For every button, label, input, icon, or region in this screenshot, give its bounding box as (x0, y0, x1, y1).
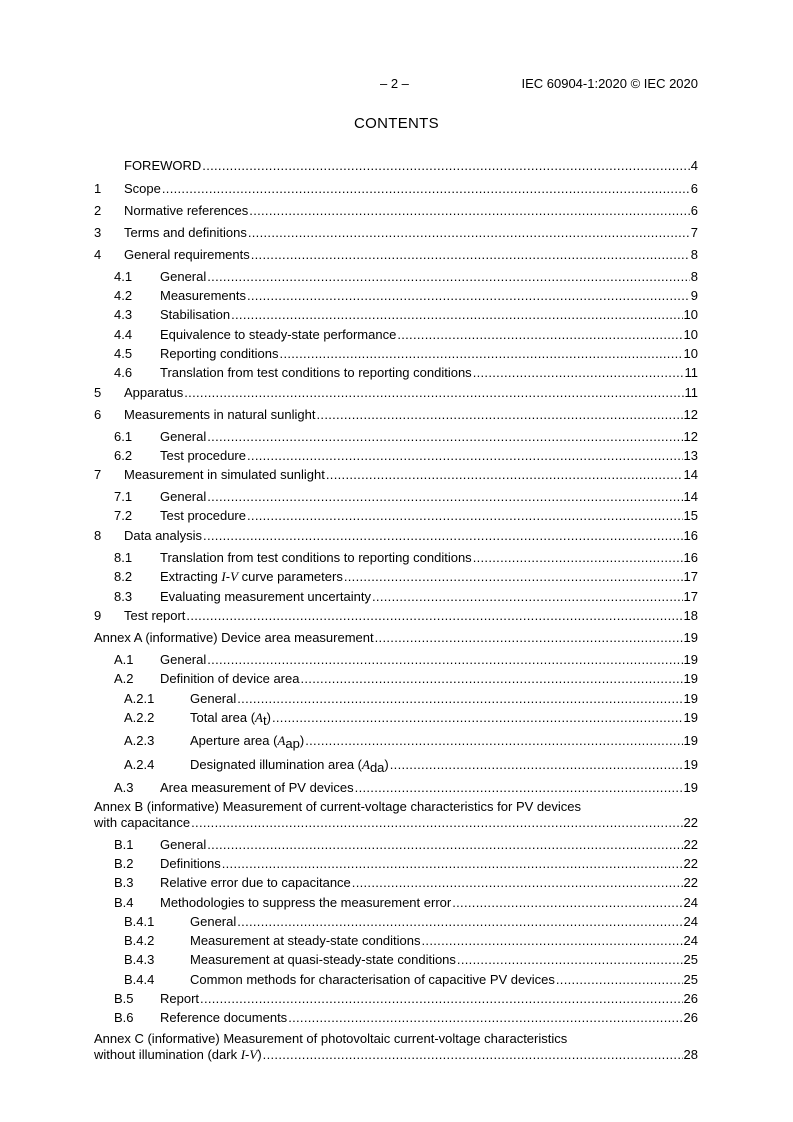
toc-entry[interactable] (94, 327, 698, 343)
toc-entry[interactable] (94, 933, 698, 949)
toc-entry-page: 14 (683, 467, 698, 482)
toc-entry[interactable] (94, 815, 698, 831)
dot-leader (207, 652, 682, 668)
toc-entry-number: 4.2 (114, 288, 133, 303)
toc-entry-title: General (190, 691, 237, 706)
toc-entry-title: Extracting I-V curve parameters (160, 569, 343, 584)
toc-entry-title: FOREWORD (124, 158, 202, 173)
toc-entry-page: 10 (683, 346, 698, 361)
dot-leader (184, 385, 683, 401)
toc-entry-title: General (190, 914, 237, 929)
toc-entry[interactable] (94, 991, 698, 1007)
dot-leader (237, 914, 682, 930)
toc-entry-page: 6 (690, 203, 698, 218)
toc-entry-title: General (160, 269, 207, 284)
toc-entry[interactable] (94, 733, 698, 752)
toc-entry-page: 19 (683, 733, 698, 748)
toc-entry-page: 22 (683, 875, 698, 890)
toc-entry-page: 4 (690, 158, 698, 173)
toc-entry-page: 19 (683, 652, 698, 667)
dot-leader (272, 710, 683, 726)
dot-leader (222, 856, 683, 872)
dot-leader (473, 550, 683, 566)
toc-entry[interactable] (94, 569, 698, 585)
toc-entry[interactable] (94, 288, 698, 304)
dot-leader (186, 608, 682, 624)
toc-entry-title: Definitions (160, 856, 221, 871)
toc-entry-page: 13 (683, 448, 698, 463)
toc-entry-page: 17 (683, 569, 698, 584)
toc-entry-page: 17 (683, 589, 698, 604)
dot-leader (247, 288, 690, 304)
toc-entry-page: 7 (690, 225, 698, 240)
toc-entry-number: B.4.2 (124, 933, 155, 948)
toc-entry[interactable] (94, 346, 698, 362)
toc-entry-page: 19 (683, 671, 698, 686)
toc-entry[interactable] (94, 780, 698, 796)
dot-leader (251, 247, 690, 263)
toc-entry-title: General (160, 652, 207, 667)
toc-entry-number: B.2 (114, 856, 134, 871)
toc-entry[interactable] (94, 691, 698, 707)
toc-entry-page: 25 (683, 972, 698, 987)
toc-entry-page: 16 (683, 528, 698, 543)
toc-entry-number: A.1 (114, 652, 134, 667)
toc-entry[interactable] (94, 1010, 698, 1026)
toc-entry-title: Reporting conditions (160, 346, 279, 361)
toc-entry-title: Evaluating measurement uncertainty (160, 589, 372, 604)
toc-entry-title: Measurements in natural sunlight (124, 407, 316, 422)
toc-annex-title: Annex B (informative) Measurement of current-voltage characteristics for PV devices (94, 799, 581, 814)
toc-entry-number: B.4.4 (124, 972, 155, 987)
toc-entry-number: 6.2 (114, 448, 133, 463)
dot-leader (237, 691, 682, 707)
toc-entry-number: 6 (94, 407, 102, 422)
toc-entry-number: 8.1 (114, 550, 133, 565)
toc-entry-title: Equivalence to steady-state performance (160, 327, 397, 342)
toc-entry-page: 24 (683, 933, 698, 948)
toc-entry-title: General requirements (124, 247, 250, 262)
dot-leader (231, 307, 682, 323)
toc-entry-number: A.3 (114, 780, 134, 795)
toc-entry[interactable] (94, 429, 698, 445)
toc-entry-page: 26 (683, 991, 698, 1006)
dot-leader (248, 225, 690, 241)
toc-entry[interactable] (94, 608, 698, 624)
toc-entry-page: 18 (683, 608, 698, 623)
dot-leader (288, 1010, 682, 1026)
dot-leader (207, 429, 682, 445)
dot-leader (305, 733, 682, 749)
dot-leader (326, 467, 683, 483)
page-number: – 2 – (380, 76, 409, 91)
toc-entry[interactable] (94, 508, 698, 524)
toc-entry-number: 4.3 (114, 307, 133, 322)
toc-entry-title: Total area $(A_t)$ (190, 710, 271, 728)
toc-entry-number: B.4 (114, 895, 134, 910)
toc-entry[interactable] (94, 467, 698, 483)
toc-entry-title: Test procedure (160, 508, 246, 523)
dot-leader (249, 203, 689, 219)
dot-leader (207, 837, 682, 853)
toc-entry[interactable] (94, 710, 698, 729)
toc-entry-number: B.1 (114, 837, 134, 852)
toc-entry-number: 1 (94, 181, 102, 196)
toc-entry-page: 19 (683, 757, 698, 772)
toc-entry-number: A.2.3 (124, 733, 155, 748)
dot-leader (397, 327, 682, 343)
toc-entry[interactable] (94, 652, 698, 668)
toc-entry-page: 11 (684, 385, 698, 400)
toc-entry-number: 7.1 (114, 489, 133, 504)
toc-entry-title: Annex A (informative) Device area measurement (94, 630, 374, 645)
toc-entry-number: B.5 (114, 991, 134, 1006)
toc-entry-title: Apparatus (124, 385, 184, 400)
toc-entry-page: 9 (690, 288, 698, 303)
dot-leader (202, 158, 689, 174)
toc-entry-number: B.4.1 (124, 914, 155, 929)
toc-entry[interactable] (94, 895, 698, 911)
dot-leader (200, 991, 683, 1007)
toc-entry-page: 15 (683, 508, 698, 523)
toc-entry-title: Report (160, 991, 200, 1006)
toc-entry[interactable] (94, 448, 698, 464)
dot-leader (203, 528, 682, 544)
toc-entry-page: 24 (683, 895, 698, 910)
toc-entry[interactable] (94, 528, 698, 544)
toc-entry-page: 12 (683, 429, 698, 444)
toc-entry-page: 22 (683, 837, 698, 852)
toc-entry[interactable] (94, 952, 698, 968)
toc-entry-title: Reference documents (160, 1010, 288, 1025)
toc-entry-title: Measurement in simulated sunlight (124, 467, 325, 482)
dot-leader (422, 933, 683, 949)
toc-entry[interactable] (94, 550, 698, 566)
dot-leader (263, 1047, 683, 1063)
toc-entry[interactable] (94, 914, 698, 930)
toc-entry-title: Test report (124, 608, 186, 623)
toc-entry-page: 28 (683, 1047, 698, 1062)
toc-entry-title: Normative references (124, 203, 249, 218)
toc-entry[interactable] (94, 247, 698, 263)
toc-entry-number: 4.4 (114, 327, 133, 342)
toc-entry-number: 7.2 (114, 508, 133, 523)
toc-entry-title: Designated illumination area $(A_{da})$ (190, 757, 389, 775)
toc-entry-page: 19 (683, 710, 698, 725)
dot-leader (473, 365, 684, 381)
toc-entry[interactable] (94, 589, 698, 605)
dot-leader (375, 630, 683, 646)
toc-entry-page: 10 (683, 307, 698, 322)
toc-entry[interactable] (94, 269, 698, 285)
toc-entry-title: Translation from test conditions to reporting conditions (160, 550, 472, 565)
toc-entry-number: B.4.3 (124, 952, 155, 967)
document-id: IEC 60904-1:2020 © IEC 2020 (521, 76, 698, 91)
toc-entry-page: 19 (683, 691, 698, 706)
dot-leader (280, 346, 683, 362)
toc-entry-number: 4.5 (114, 346, 133, 361)
dot-leader (247, 448, 683, 464)
toc-entry-number: 7 (94, 467, 102, 482)
toc-entry[interactable] (94, 1047, 698, 1063)
toc-entry-page: 10 (683, 327, 698, 342)
toc-entry-title: Data analysis (124, 528, 203, 543)
dot-leader (355, 780, 683, 796)
toc-entry-title: Common methods for characterisation of capacitive PV devices (190, 972, 555, 987)
toc-entry-page: 19 (683, 780, 698, 795)
toc-entry-number: 5 (94, 385, 102, 400)
dot-leader (191, 815, 682, 831)
toc-entry[interactable] (94, 972, 698, 988)
toc-entry-title: Measurement at quasi-steady-state conditions (190, 952, 456, 967)
toc-entry-number: 4.6 (114, 365, 133, 380)
toc-entry-page: 25 (683, 952, 698, 967)
toc-entry-number: 3 (94, 225, 102, 240)
toc-entry-title: Methodologies to suppress the measurement error (160, 895, 452, 910)
page-title: CONTENTS (354, 115, 439, 132)
toc-entry-page: 6 (690, 181, 698, 196)
dot-leader (457, 952, 683, 968)
toc-entry[interactable] (94, 158, 698, 174)
toc-entry[interactable] (94, 856, 698, 872)
toc-entry-title: Measurement at steady-state conditions (190, 933, 421, 948)
toc-entry-title: General (160, 429, 207, 444)
dot-leader (452, 895, 682, 911)
toc-entry-number: B.6 (114, 1010, 134, 1025)
toc-entry-page: 26 (683, 1010, 698, 1025)
toc-entry-title: Measurements (160, 288, 246, 303)
toc-entry-page: 8 (690, 247, 698, 262)
toc-entry[interactable] (94, 365, 698, 381)
toc-entry-number: A.2 (114, 671, 134, 686)
dot-leader (372, 589, 683, 605)
dot-leader (162, 181, 690, 197)
toc-entry[interactable] (94, 407, 698, 423)
toc-entry[interactable] (94, 757, 698, 776)
toc-entry-page: 22 (683, 856, 698, 871)
toc-entry[interactable] (94, 225, 698, 241)
dot-leader (390, 757, 683, 773)
toc-entry-page: 11 (684, 365, 698, 380)
dot-leader (352, 875, 683, 891)
toc-entry-number: 4.1 (114, 269, 133, 284)
toc-entry-title: Aperture area $(A_{ap})$ (190, 733, 305, 751)
toc-entry-number: A.2.4 (124, 757, 155, 772)
toc-entry-title: Stabilisation (160, 307, 231, 322)
toc-entry-title: Translation from test conditions to reporting conditions (160, 365, 472, 380)
toc-entry-number: 6.1 (114, 429, 133, 444)
toc-entry[interactable] (94, 203, 698, 219)
dot-leader (317, 407, 683, 423)
toc-entry-number: A.2.1 (124, 691, 155, 706)
toc-entry[interactable] (94, 489, 698, 505)
toc-entry-page: 16 (683, 550, 698, 565)
toc-entry-number: 2 (94, 203, 102, 218)
toc-entry-number: 8 (94, 528, 102, 543)
toc-entry-title: General (160, 837, 207, 852)
toc-entry-number: A.2.2 (124, 710, 155, 725)
dot-leader (556, 972, 683, 988)
toc-entry[interactable] (94, 837, 698, 853)
toc-entry[interactable] (94, 181, 698, 197)
toc-entry-number: 8.2 (114, 569, 133, 584)
toc-entry[interactable] (94, 671, 698, 687)
toc-entry-number: B.3 (114, 875, 134, 890)
toc-entry[interactable] (94, 630, 698, 646)
toc-entry-title: Definition of device area (160, 671, 300, 686)
toc-entry-title: Scope (124, 181, 161, 196)
dot-leader (247, 508, 683, 524)
toc-entry-title: without illumination (dark I-V) (94, 1047, 262, 1062)
toc-entry-title: with capacitance (94, 815, 191, 830)
toc-entry-page: 22 (683, 815, 698, 830)
dot-leader (344, 569, 683, 585)
toc-entry-number: 9 (94, 608, 102, 623)
toc-annex-title: Annex C (informative) Measurement of photovoltaic current-voltage characteristics (94, 1031, 568, 1046)
toc-entry-page: 19 (683, 630, 698, 645)
toc-entry-title: Relative error due to capacitance (160, 875, 351, 890)
toc-entry-title: Area measurement of PV devices (160, 780, 354, 795)
toc-entry[interactable] (94, 307, 698, 323)
toc-entry-page: 12 (683, 407, 698, 422)
toc-entry[interactable] (94, 385, 698, 401)
toc-entry-number: 8.3 (114, 589, 133, 604)
toc-entry-number: 4 (94, 247, 102, 262)
dot-leader (300, 671, 682, 687)
toc-entry-page: 24 (683, 914, 698, 929)
toc-entry-title: Test procedure (160, 448, 246, 463)
toc-entry-title: Terms and definitions (124, 225, 247, 240)
toc-entry-page: 8 (690, 269, 698, 284)
toc-entry[interactable] (94, 875, 698, 891)
dot-leader (207, 489, 682, 505)
toc-entry-page: 14 (683, 489, 698, 504)
dot-leader (207, 269, 690, 285)
toc-entry-title: General (160, 489, 207, 504)
